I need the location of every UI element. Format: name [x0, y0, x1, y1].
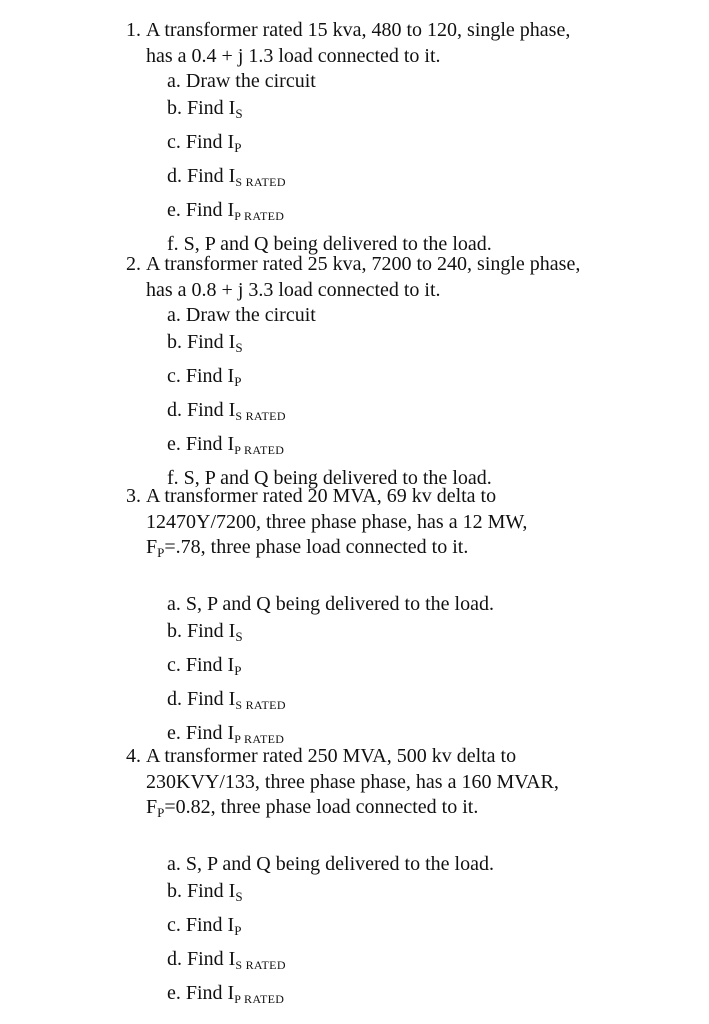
sub-question-list: [126, 592, 686, 753]
sub-question: b. Find $I_S$: [167, 879, 243, 904]
sub-question: e. Find $I_{P RATED}$: [167, 981, 285, 1006]
current-subscript: S: [235, 628, 243, 644]
statement-line: 3. A transformer rated 20 MVA, 69 kv delta to: [126, 484, 686, 510]
current-subscript: P: [234, 662, 242, 678]
sub-question: f. S, P and Q being delivered to the load.: [167, 233, 492, 255]
sub-question: b. Find $I_S$: [167, 97, 243, 121]
sub-question: c. Find $I_P$: [167, 365, 242, 389]
sub-question: d. Find $I_{S RATED}$: [167, 687, 286, 712]
problem-number: 4.: [126, 745, 141, 767]
problem-statement: [126, 744, 686, 826]
sub-question: b. Find $I_S$: [167, 619, 243, 644]
current-subscript: P: [234, 140, 242, 155]
problem-statement: [126, 252, 686, 303]
sub-question: e. Find $I_{P RATED}$: [167, 721, 285, 746]
sub-question-list: [126, 303, 686, 492]
current-subscript: P RATED: [234, 991, 285, 1006]
current-subscript: P: [234, 922, 242, 938]
current-subscript: S RATED: [235, 697, 286, 712]
current-subscript: P RATED: [234, 209, 285, 223]
sub-question: b. Find $I_S$: [167, 331, 243, 355]
problem-statement: [126, 484, 686, 566]
problem-number: 2.: [126, 253, 141, 275]
sub-question: d. Find $I_{S RATED}$: [167, 399, 286, 423]
sub-question: d. Find $I_{S RATED}$: [167, 947, 286, 972]
statement-line: 4. A transformer rated 250 MVA, 500 kv delta to: [126, 744, 686, 770]
sub-question: c. Find $I_P$: [167, 653, 242, 678]
current-subscript: S: [235, 888, 243, 904]
statement-line: has a 0.4 + j 1.3 load connected to it.: [146, 44, 441, 67]
current-subscript: S RATED: [235, 957, 286, 972]
statement-line: 1. A transformer rated 15 kva, 480 to 120, single phase,: [126, 18, 686, 44]
sub-question: c. Find $I_P$: [167, 913, 242, 938]
statement-line: $F_P=0.82$, three phase load connected to it.: [146, 796, 479, 820]
sub-question-list: [126, 852, 686, 1013]
current-subscript: P RATED: [234, 443, 285, 457]
problem-1: [126, 18, 686, 258]
statement-line: $F_P=.78$, three phase load connected to it.: [146, 536, 469, 560]
sub-question: a. Draw the circuit: [167, 70, 316, 92]
sub-question: d. Find $I_{S RATED}$: [167, 165, 286, 189]
sub-question: e. Find $I_{P RATED}$: [167, 199, 285, 223]
sub-question-list: [126, 69, 686, 258]
sub-question: c. Find $I_P$: [167, 131, 242, 155]
current-subscript: S RATED: [235, 409, 286, 423]
sub-question: f. S, P and Q being delivered to the load.: [167, 467, 492, 489]
sub-question: a. Draw the circuit: [167, 304, 316, 326]
statement-line: has a 0.8 + j 3.3 load connected to it.: [146, 278, 441, 301]
problem-number: 1.: [126, 19, 141, 41]
problem-3: [126, 484, 686, 753]
statement-line: 2. A transformer rated 25 kva, 7200 to 240, single phase,: [126, 252, 686, 278]
statement-line: 12470Y/7200, three phase phase, has a 12 MW,: [146, 510, 528, 533]
problem-number: 3.: [126, 485, 141, 507]
sub-question: a. S, P and Q being delivered to the load.: [167, 592, 494, 615]
problem-statement: [126, 18, 686, 69]
sub-question: e. Find $I_{P RATED}$: [167, 433, 285, 457]
problem-2: [126, 252, 686, 492]
sub-question: a. S, P and Q being delivered to the load.: [167, 852, 494, 875]
statement-line: 230KVY/133, three phase phase, has a 160 MVAR,: [146, 770, 559, 793]
current-subscript: P RATED: [234, 731, 285, 746]
subscript: P: [157, 805, 165, 820]
current-subscript: S: [235, 340, 243, 355]
current-subscript: S: [235, 106, 243, 121]
current-subscript: P: [234, 374, 242, 389]
problem-4: [126, 744, 686, 1013]
current-subscript: S RATED: [235, 175, 286, 189]
subscript: P: [157, 545, 165, 560]
